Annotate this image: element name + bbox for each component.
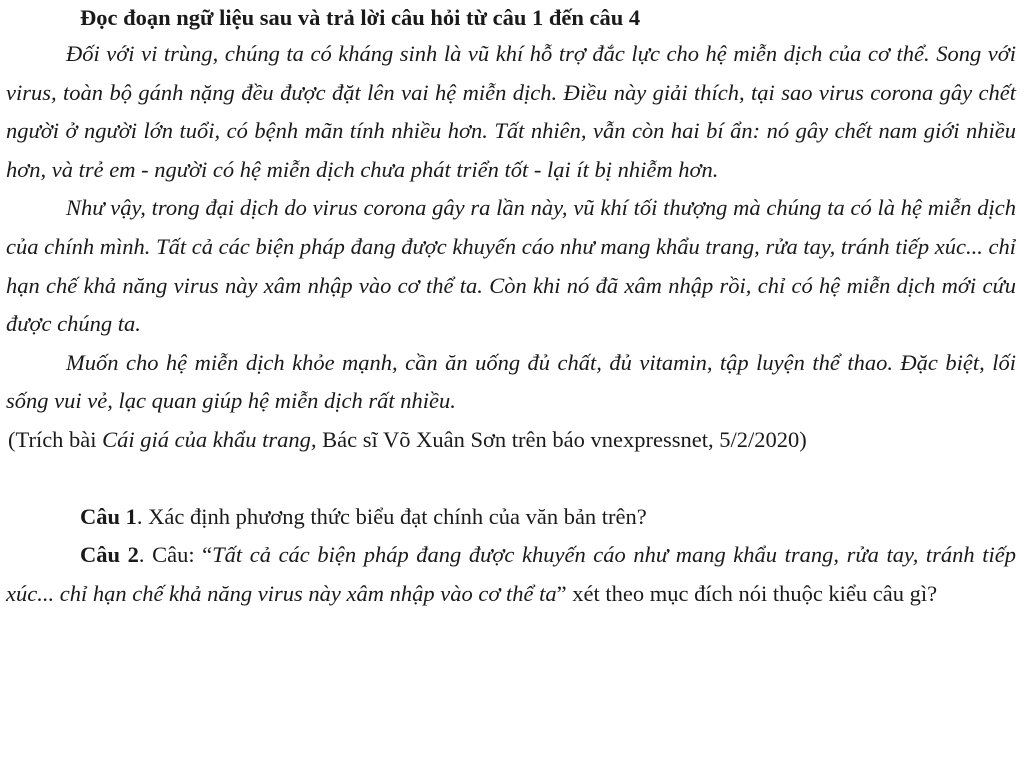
instruction-heading: Đọc đoạn ngữ liệu sau và trả lời câu hỏi từ câu 1 đến câu 4 [80, 5, 641, 30]
question-1-label: Câu 1 [80, 503, 137, 529]
question-2-quote: Tất cả các biện pháp đang được khuyến cáo như mang khẩu trang, rửa tay, tránh tiếp xúc... chỉ hạn chế khả năng virus này xâm nhập vào cơ thể ta [6, 542, 1016, 606]
citation-suffix: Bác sĩ Võ Xuân Sơn trên báo vnexpressnet, 5/2/2020) [316, 426, 807, 452]
question-2 [6, 536, 1016, 613]
question-1-text: . Xác định phương thức biểu đạt chính của văn bản trên? [136, 503, 647, 529]
section-spacer [6, 460, 1016, 498]
citation-article-title: Cái giá của khẩu trang, [102, 426, 317, 452]
passage-paragraph-2: Như vậy, trong đại dịch do virus corona gây ra lần này, vũ khí tối thượng mà chúng ta có là hệ miễn dịch của chính mình. Tất cả các biện pháp đang được khuyến cáo như mang khẩu trang, rửa tay, tránh tiếp xúc... chỉ hạn chế khả năng virus này xâm nhập vào cơ thể ta. Còn khi nó đã xâm nhập rồi, chỉ có hệ miễn dịch mới cứu được chúng ta. [6, 195, 1016, 337]
question-2-label: Câu 2 [80, 542, 139, 568]
passage-paragraph-1: Đối với vi trùng, chúng ta có kháng sinh là vũ khí hỗ trợ đắc lực cho hệ miễn dịch của cơ thể. Song với virus, toàn bộ gánh nặng đều được đặt lên vai hệ miễn dịch. Điều này giải thích, tại sao virus corona gây chết người ở người lớn tuổi, có bệnh mãn tính nhiều hơn. Tất nhiên, vẫn còn hai bí ẩn: nó gây chết nam giới nhiều hơn, và trẻ em - người có hệ miễn dịch chưa phát triển tốt - lại ít bị nhiễm hơn. [6, 41, 1016, 182]
source-citation [6, 421, 1016, 460]
citation-prefix: (Trích bài [8, 426, 103, 452]
question-2-tail: ” xét theo mục đích nói thuộc kiểu câu gì? [556, 580, 938, 606]
question-1 [6, 498, 1016, 537]
passage-paragraph-3: Muốn cho hệ miễn dịch khỏe mạnh, cần ăn uống đủ chất, đủ vitamin, tập luyện thể thao. Đặc biệt, lối sống vui vẻ, lạc quan giúp hệ miễn dịch rất nhiều. [6, 349, 1016, 414]
question-2-lead: . Câu: “ [138, 542, 213, 568]
